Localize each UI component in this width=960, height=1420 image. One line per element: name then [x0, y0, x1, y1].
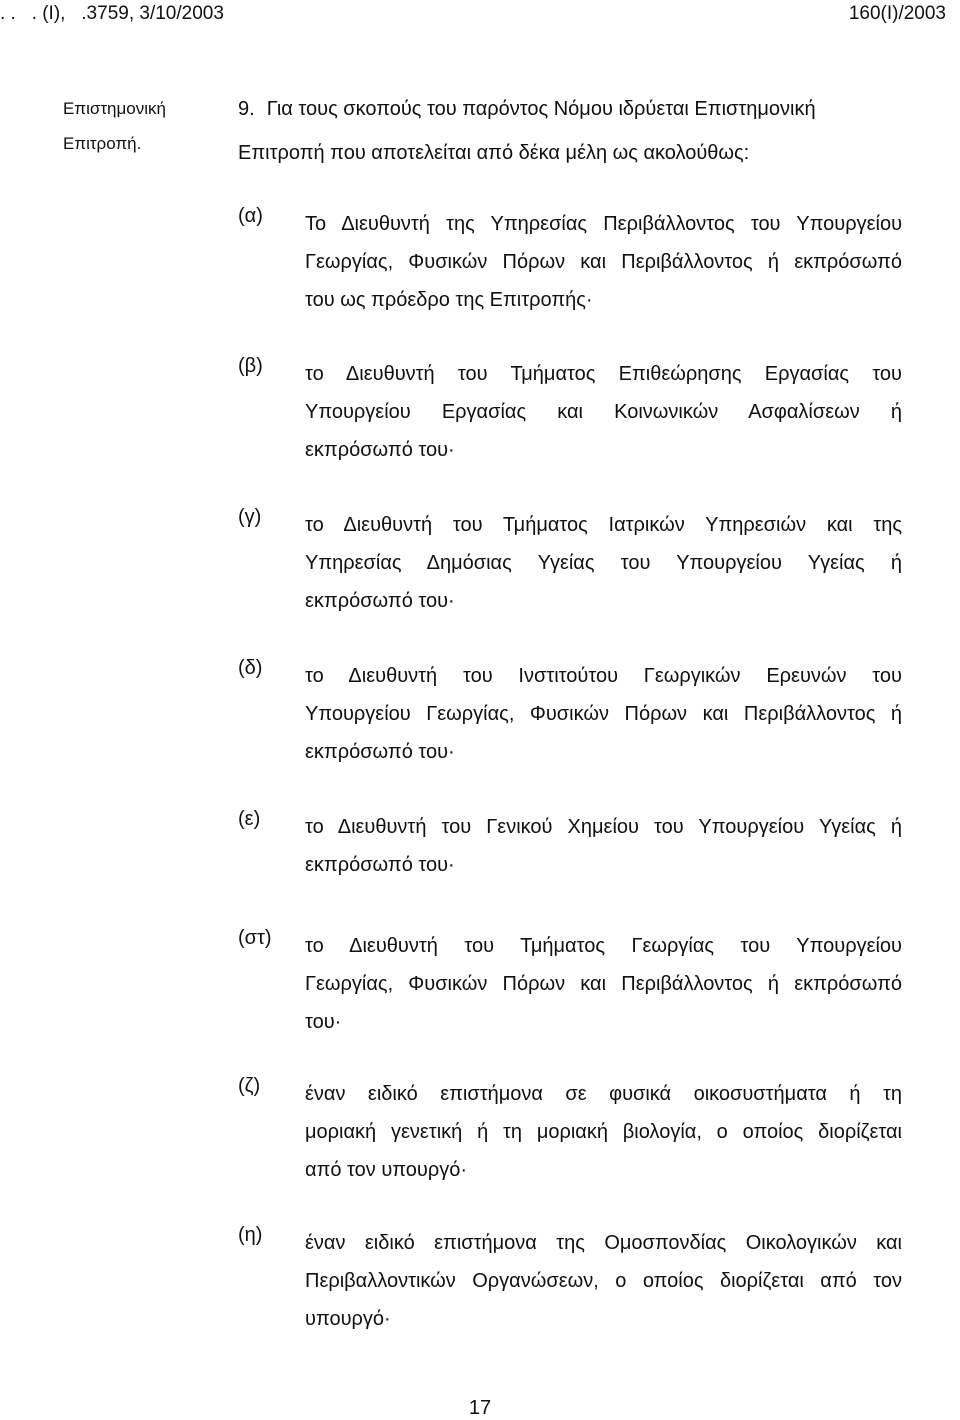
item-label: (α)	[238, 205, 263, 227]
item-text	[305, 1075, 902, 1189]
item-text	[305, 1224, 902, 1338]
list-item	[238, 506, 902, 620]
item-label: (ε)	[238, 808, 261, 830]
margin-note-line-2: Επιτροπή.	[63, 134, 142, 153]
intro-line-2: Επιτροπή που αποτελείται από δέκα μέλη ως ακολούθως:	[238, 142, 750, 164]
item-text	[305, 808, 902, 884]
item-line: εκπρόσωπό του·	[305, 854, 455, 876]
item-label: (η)	[238, 1224, 263, 1246]
item-label: (β)	[238, 355, 263, 377]
item-line: το Διευθυντή του Τμήματος Γεωργίας του Υπουργείου	[305, 935, 902, 957]
item-line: έναν ειδικό επιστήμονα της Ομοσπονδίας Οικολογικών και	[305, 1232, 902, 1254]
item-line: Υπουργείου Εργασίας και Κοινωνικών Ασφαλίσεων ή	[305, 401, 902, 423]
item-line: έναν ειδικό επιστήμονα σε φυσικά οικοσυστήματα ή τη	[305, 1083, 902, 1105]
margin-note	[63, 91, 166, 161]
item-line: Γεωργίας, Φυσικών Πόρων και Περιβάλλοντος ή εκπρόσωπό	[305, 973, 902, 995]
item-line: Γεωργίας, Φυσικών Πόρων και Περιβάλλοντος ή εκπρόσωπό	[305, 251, 902, 273]
item-line: Περιβαλλοντικών Οργανώσεων, ο οποίος διορίζεται από τον	[305, 1270, 902, 1292]
page-number: 17	[468, 1397, 492, 1419]
item-text	[305, 355, 902, 469]
item-line: το Διευθυντή του Γενικού Χημείου του Υπουργείου Υγείας ή	[305, 816, 902, 838]
item-line: το Διευθυντή του Ινστιτούτου Γεωργικών Ερευνών του	[305, 665, 902, 687]
list-item	[238, 927, 902, 1041]
list-item	[238, 205, 902, 319]
list-item	[238, 355, 902, 469]
item-text	[305, 205, 902, 319]
item-label: (γ)	[238, 506, 262, 528]
item-line: εκπρόσωπό του·	[305, 590, 455, 612]
item-label: (ζ)	[238, 1075, 261, 1097]
item-line: του·	[305, 1011, 342, 1033]
item-line: Το Διευθυντή της Υπηρεσίας Περιβάλλοντος του Υπουργείου	[305, 213, 902, 235]
list-item	[238, 1075, 902, 1189]
item-text	[305, 927, 902, 1041]
item-line: μοριακή γενετική ή τη μοριακή βιολογία, ο οποίος διορίζεται	[305, 1121, 902, 1143]
item-line: το Διευθυντή του Τμήματος Επιθεώρησης Εργασίας του	[305, 363, 902, 385]
list-item	[238, 657, 902, 771]
item-line: εκπρόσωπό του·	[305, 741, 455, 763]
list-item	[238, 1224, 902, 1338]
item-label: (στ)	[238, 927, 272, 949]
item-line: από τον υπουργό·	[305, 1159, 468, 1181]
margin-note-line-1: Επιστημονική	[63, 99, 166, 118]
item-text	[305, 506, 902, 620]
header-law-number: 160(Ι)/2003	[848, 3, 946, 24]
list-item	[238, 808, 902, 884]
item-line: Υπουργείου Γεωργίας, Φυσικών Πόρων και Περιβάλλοντος ή	[305, 703, 902, 725]
item-text	[305, 657, 902, 771]
item-label: (δ)	[238, 657, 263, 679]
section-number: 9.	[238, 98, 255, 120]
section-intro	[238, 87, 898, 175]
intro-line-1: Για τους σκοπούς του παρόντος Νόμου ιδρύεται Επιστημονική	[266, 98, 816, 120]
header-citation: . . . (Ι), .3759, 3/10/2003	[0, 3, 224, 24]
item-line: Υπηρεσίας Δημόσιας Υγείας του Υπουργείου Υγείας ή	[305, 552, 902, 574]
item-line: το Διευθυντή του Τμήματος Ιατρικών Υπηρεσιών και της	[305, 514, 902, 536]
item-line: του ως πρόεδρο της Επιτροπής·	[305, 289, 593, 311]
item-line: εκπρόσωπό του·	[305, 439, 455, 461]
item-line: υπουργό·	[305, 1308, 391, 1330]
